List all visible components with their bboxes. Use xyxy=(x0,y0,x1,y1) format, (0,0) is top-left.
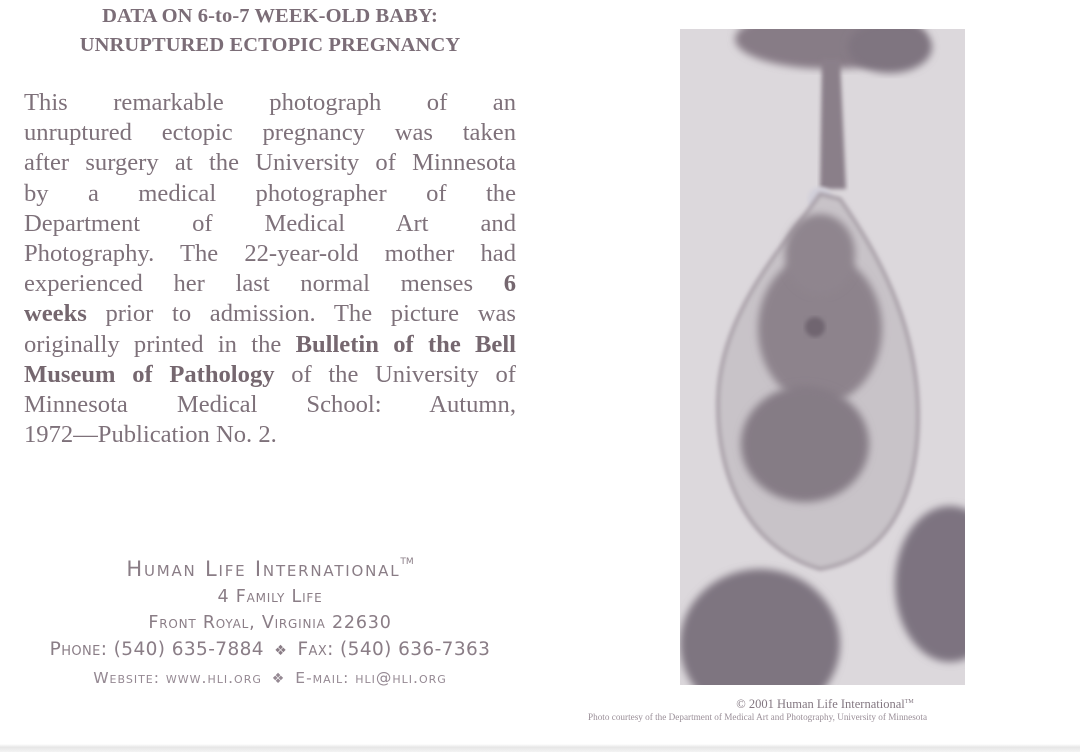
email-address: hli@hli.org xyxy=(355,669,447,687)
paragraph-line: 1972—Publication No. 2. xyxy=(24,421,277,449)
organization-name xyxy=(0,548,540,584)
diamond-separator-icon: ❖ xyxy=(274,643,288,659)
copyright-notice xyxy=(700,697,950,712)
paragraph-line: by a medical photographer of the xyxy=(24,179,516,207)
website-label: Website: xyxy=(93,669,160,687)
photo-illustration xyxy=(680,29,965,685)
paragraph-line xyxy=(24,330,516,360)
paragraph-line: unruptured ectopic pregnancy was taken xyxy=(24,119,516,147)
phone-number: (540) 635-7884 xyxy=(113,639,264,660)
copyright-text: © 2001 Human Life International xyxy=(736,697,905,711)
address-line-2: Front Royal, Virginia 22630 xyxy=(148,613,392,633)
paragraph-line xyxy=(24,299,516,329)
paragraph-line: after surgery at the University of Minnesota xyxy=(24,149,516,177)
fax-number: (540) 636-7363 xyxy=(340,639,491,660)
paragraph-line: Photography. The 22-year-old mother had xyxy=(24,239,516,267)
fax-label: Fax: xyxy=(297,639,334,660)
web-email-line xyxy=(0,665,540,692)
address-line-1: 4 Family Life xyxy=(217,587,323,607)
bold-weeks: weeks xyxy=(24,300,87,328)
website-url: www.hli.org xyxy=(165,669,262,687)
photo-credit: Photo courtesy of the Department of Medical Art and Photography, University of Minnesota xyxy=(588,712,928,722)
bold-bulletin: Bulletin of the Bell xyxy=(295,330,516,358)
paragraph-line xyxy=(24,360,516,390)
heading-line-2: UNRUPTURED ECTOPIC PREGNANCY xyxy=(79,34,461,56)
organization-contact-block xyxy=(0,548,540,692)
email-label: E-mail: xyxy=(295,669,350,687)
trademark-mark: TM xyxy=(400,557,414,567)
bold-six: 6 xyxy=(503,270,516,298)
document-heading xyxy=(0,2,540,60)
scan-bottom-edge xyxy=(0,744,1080,752)
text-segment: experienced her last normal menses xyxy=(24,270,474,298)
text-segment: originally printed in the xyxy=(24,330,296,358)
text-segment: prior to admission. The picture was xyxy=(86,300,516,328)
text-segment: of the University of xyxy=(274,360,516,388)
org-name-text: Human Life International xyxy=(126,557,401,581)
ectopic-pregnancy-photo xyxy=(680,29,965,685)
heading-line-1: DATA ON 6-to-7 WEEK-OLD BABY: xyxy=(102,5,438,27)
bold-museum: Museum of Pathology xyxy=(24,360,275,388)
paragraph-line: This remarkable photograph of an xyxy=(24,89,516,116)
trademark-mark: TM xyxy=(904,698,914,705)
paragraph-line: Department of Medical Art and xyxy=(24,209,516,237)
diamond-separator-icon: ❖ xyxy=(271,671,286,687)
phone-fax-line xyxy=(0,636,540,665)
description-paragraph xyxy=(24,88,516,450)
paragraph-line: Minnesota Medical School: Autumn, xyxy=(24,390,516,418)
phone-label: Phone: xyxy=(49,639,108,660)
paragraph-line xyxy=(24,269,516,299)
